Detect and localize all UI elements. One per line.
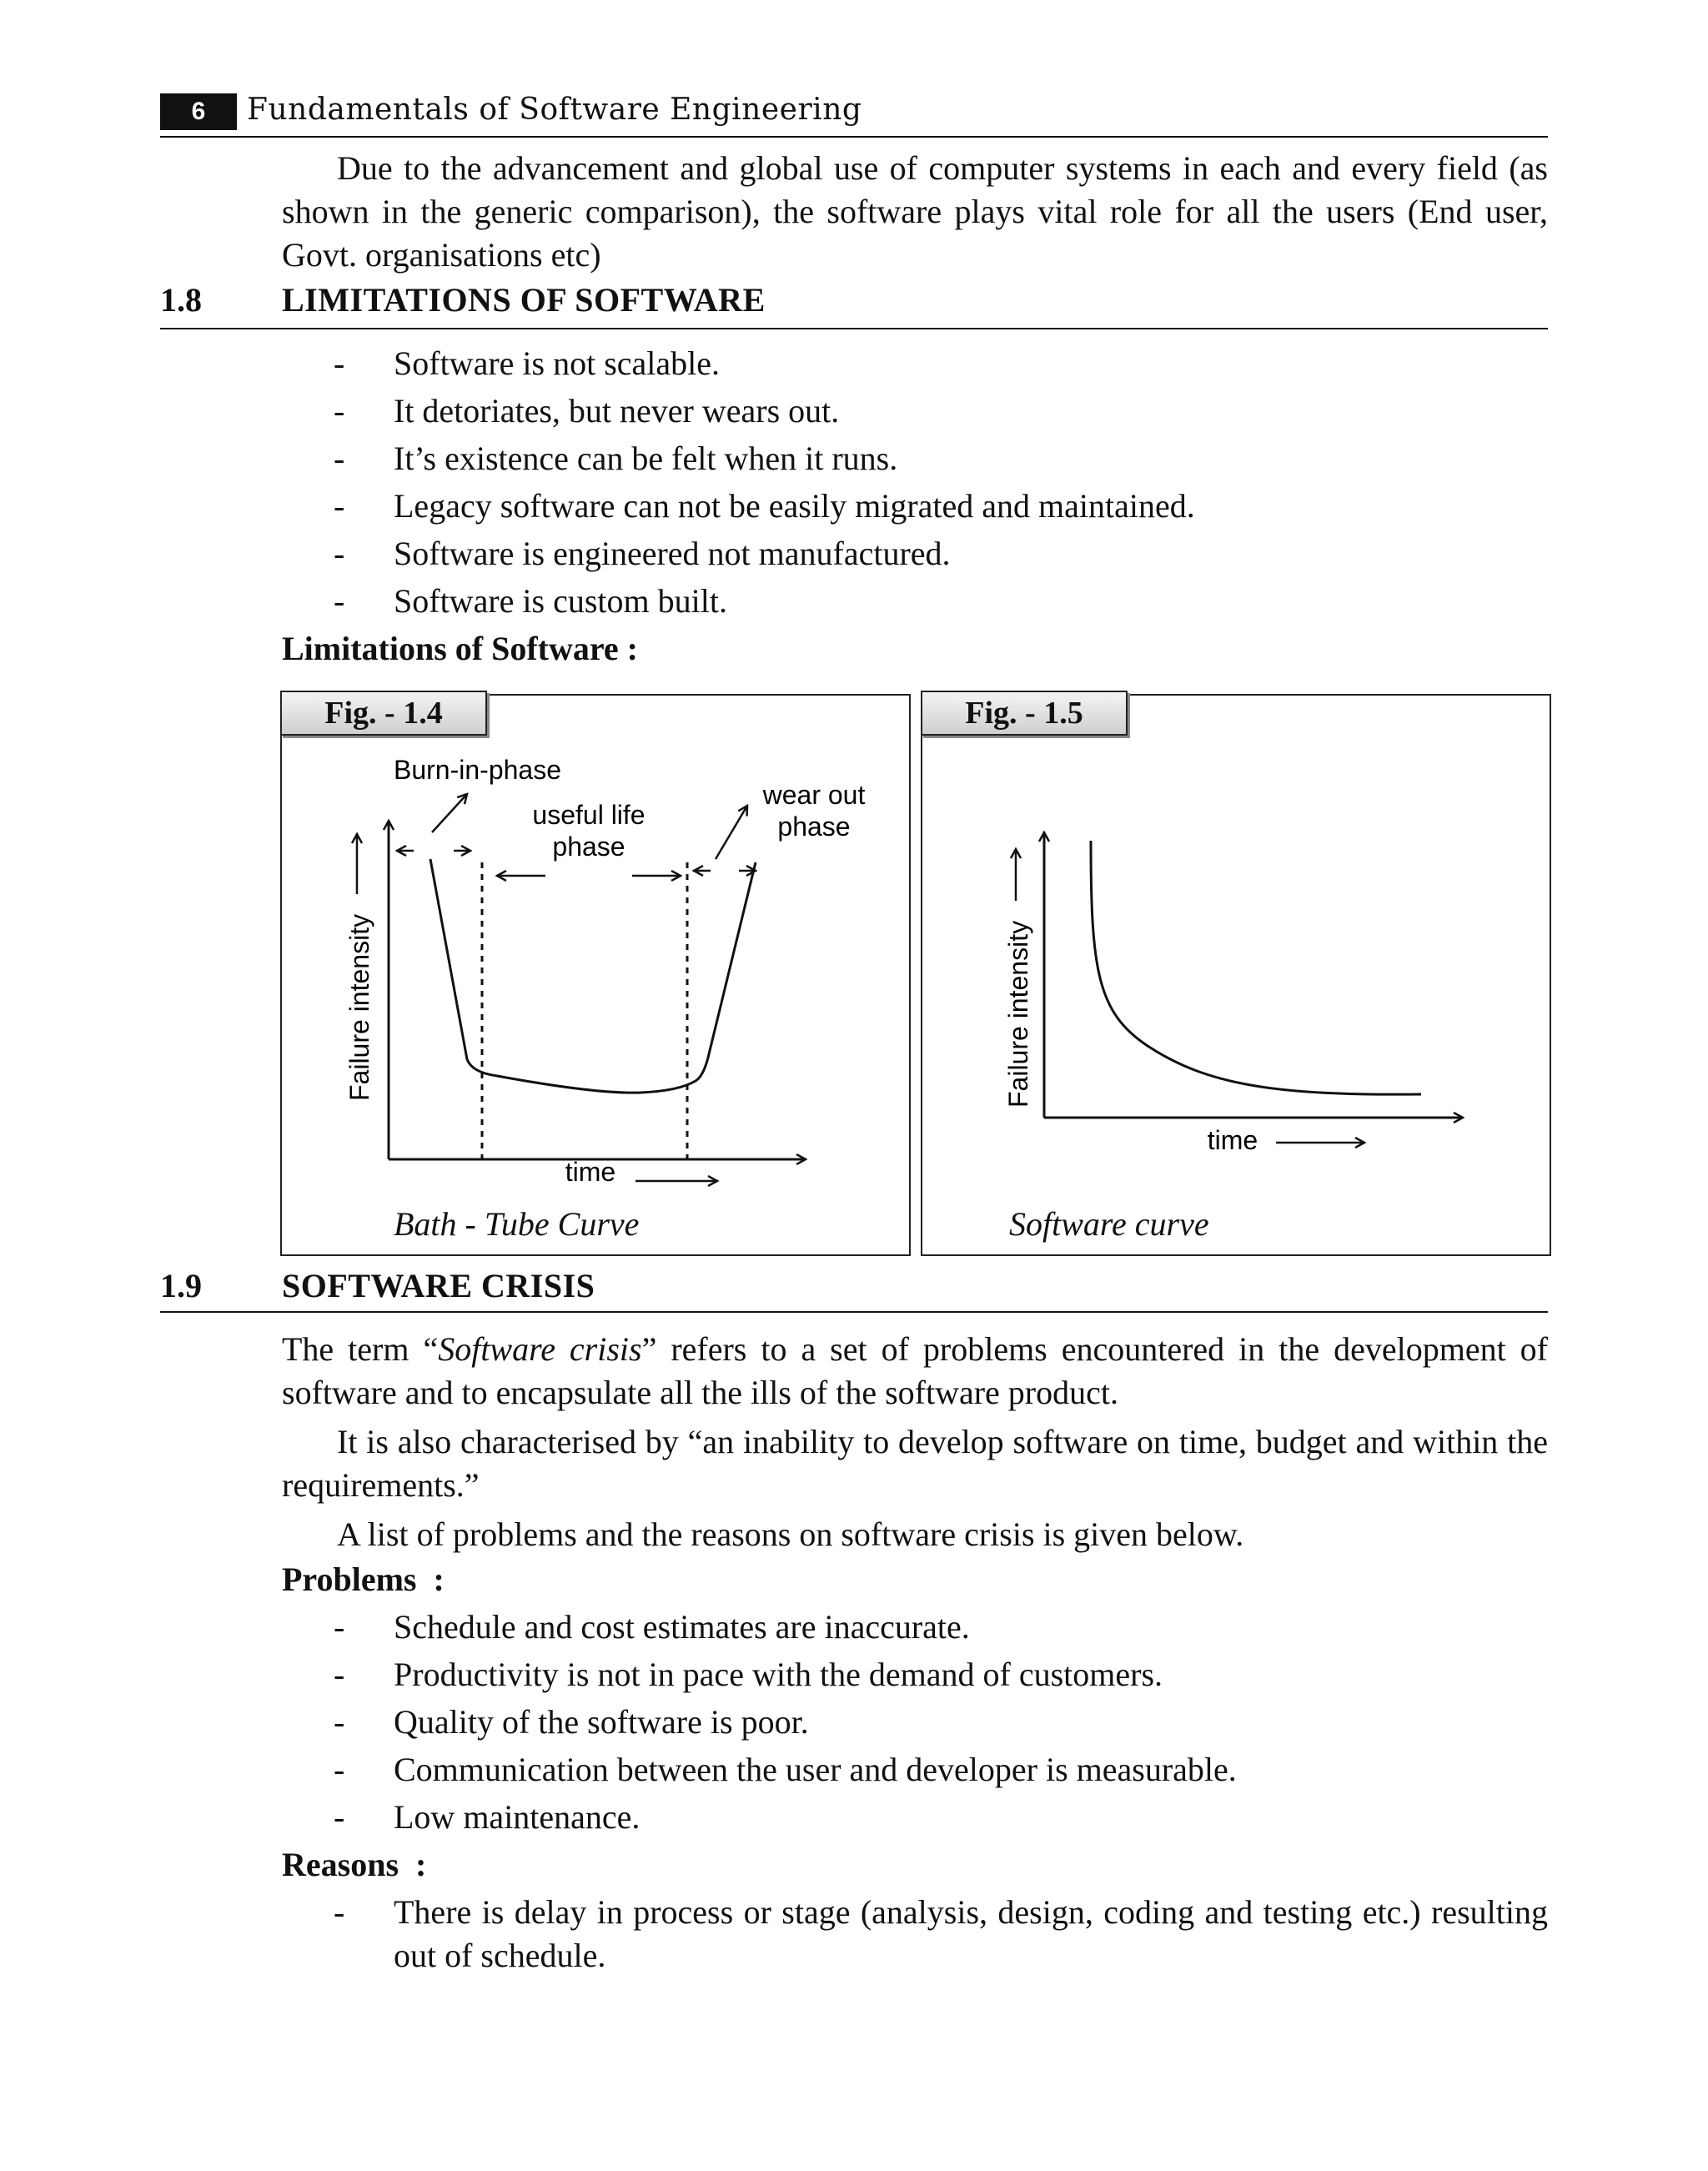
running-title: Fundamentals of Software Engineering <box>247 93 862 127</box>
useful-life-label: phase <box>552 832 625 862</box>
section-rule <box>160 328 1548 329</box>
figure-tab: Fig. - 1.5 <box>921 691 1128 736</box>
page-number: 6 <box>160 93 237 130</box>
figure-caption: Bath - Tube Curve <box>394 1205 640 1243</box>
wear-out-label: wear out <box>762 780 866 810</box>
burn-in-pointer <box>432 794 467 832</box>
emphasis-term: Software crisis <box>438 1330 642 1368</box>
crisis-paragraph: The term “Software crisis” refers to a set of problems encountered in the development of software and to encapsulate all the ills of the software product. <box>282 1330 1548 1411</box>
section-title: SOFTWARE CRISIS <box>282 1267 595 1304</box>
crisis-paragraph-3: A list of problems and the reasons on software crisis is given below. <box>337 1515 1244 1553</box>
figure-software-curve <box>921 694 1551 1256</box>
problems-heading: Problems : <box>282 1560 445 1598</box>
burn-in-label: Burn-in-phase <box>394 755 561 785</box>
software-curve-chart <box>922 696 1550 1254</box>
limitations-subheading: Limitations of Software : <box>282 630 638 667</box>
reasons-heading: Reasons : <box>282 1846 427 1883</box>
section-title: LIMITATIONS OF SOFTWARE <box>282 281 766 319</box>
software-failure-curve <box>1091 841 1421 1094</box>
wear-out-pointer <box>716 806 747 859</box>
y-axis-label: Failure intensity <box>344 913 374 1101</box>
figure-caption: Software curve <box>1009 1205 1209 1243</box>
header-rule <box>160 136 1548 138</box>
intro-text: Due to the advancement and global use of computer systems in each and every field (as shown in the generic comparison), the software plays vital role for all the users (End user, Govt. organisations etc) <box>282 149 1548 274</box>
section-number: 1.9 <box>160 1267 202 1304</box>
list-item: - There is delay in process or stage (analysis, design, coding and testing etc.) resulting out of schedule. <box>334 1893 1548 1974</box>
figure-bathtub <box>280 694 911 1256</box>
intro-paragraph <box>282 147 1548 277</box>
bathtub-curve-chart <box>282 696 909 1254</box>
bathtub-curve <box>430 859 756 1093</box>
useful-life-label: useful life <box>532 800 646 830</box>
section-rule <box>160 1311 1548 1313</box>
x-axis-label: time <box>1207 1125 1258 1155</box>
x-axis-label: time <box>565 1157 616 1187</box>
figure-tab: Fig. - 1.4 <box>280 691 487 736</box>
wear-out-label: phase <box>777 812 851 842</box>
section-number: 1.8 <box>160 281 202 319</box>
y-axis-label: Failure intensity <box>1003 920 1033 1108</box>
crisis-paragraph-2: It is also characterised by “an inability to develop software on time, budget and within the requirements.” <box>282 1423 1548 1504</box>
